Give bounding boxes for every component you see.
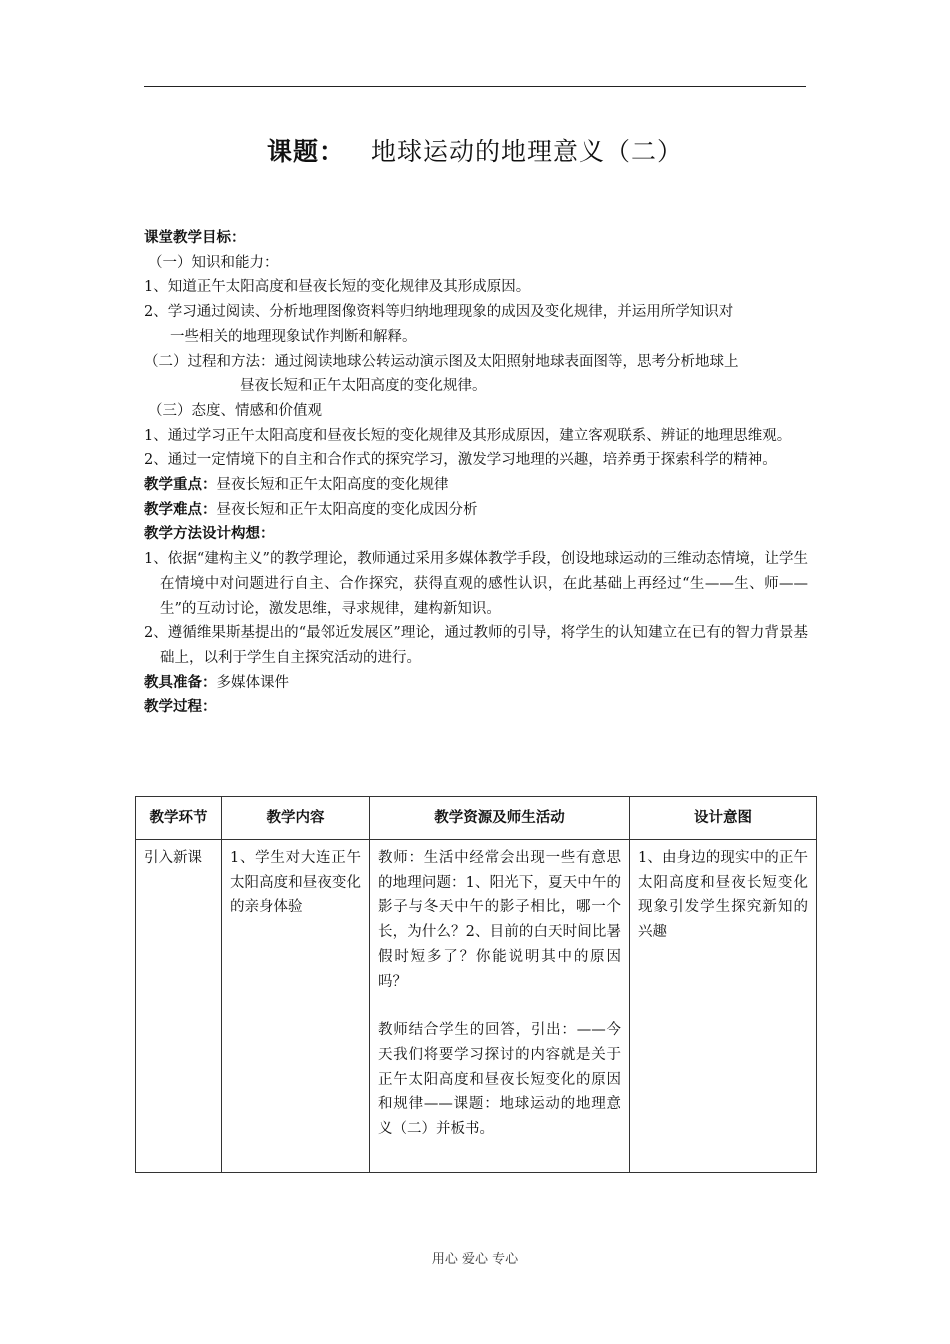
goals-sec1-item1: 1、知道正午太阳高度和昼夜长短的变化规律及其形成原因。 (144, 279, 531, 296)
title-text: 地球运动的地理意义（二） (371, 137, 684, 166)
header-stage: 教学环节 (136, 797, 222, 840)
goals-sec3-item2: 2、通过一定情境下的自主和合作式的探究学习，激发学习地理的兴趣，培养勇于探索科学的精神。 (144, 452, 777, 469)
activity-paragraph-2: 教师结合学生的回答，引出：——今天我们将要学习探讨的内容就是关于正午太阳高度和昼夜长短变化的原因和规律——课题：地球运动的地理意义（二）并板书。 (378, 1022, 621, 1138)
cell-activity (370, 840, 630, 1173)
goals-sec1-item2-line1: 2、学习通过阅读、分析地理图像资料等归纳地理现象的成因及变化规律，并运用所学知识对 (144, 304, 734, 321)
method-heading: 教学方法设计构想： (144, 526, 275, 543)
page-footer: 用心 爱心 专心 (431, 1252, 519, 1267)
cell-stage: 引入新课 (136, 840, 222, 1173)
goals-heading: 课堂教学目标： (144, 230, 246, 246)
goals-sec2-line2: 昼夜长短和正午太阳高度的变化规律。 (240, 378, 487, 395)
activity-spacer (378, 994, 621, 1018)
goals-sec3-title: （三）态度、情感和价值观 (148, 402, 322, 419)
goals-sec2-line1: （二）过程和方法：通过阅读地球公转运动演示图及太阳照射地球表面图等，思考分析地球上 (144, 353, 739, 370)
difficulty-label: 教学难点： (144, 501, 217, 518)
title-label: 课题： (266, 137, 345, 166)
method-item1: 1、依据“建构主义”的教学理论，教师通过采用多媒体教学手段，创设地球运动的三维动态情境，让学生在情境中对问题进行自主、合作探究，获得直观的感性认识，在此基础上再经过“生——生、师——生”的互动讨论，激发思维，寻求规律，建构新知识。 (144, 551, 808, 617)
table-row (136, 840, 817, 1173)
tools-text: 多媒体课件 (216, 674, 289, 691)
goals-sec1-title: （一）知识和能力： (148, 254, 279, 271)
method-item2: 2、遵循维果斯基提出的“最邻近发展区”理论，通过教师的引导，将学生的认知建立在已有的智力背景基础上，以利于学生自主探究活动的进行。 (144, 625, 808, 666)
difficulty-text: 昼夜长短和正午太阳高度的变化成因分析 (216, 501, 478, 518)
key-point-label: 教学重点： (144, 477, 217, 494)
tools (144, 671, 808, 696)
document-body (144, 226, 808, 720)
cell-intent: 1、由身边的现实中的正午太阳高度和昼夜长短变化现象引发学生探究新知的兴趣 (630, 840, 817, 1173)
process-table (135, 796, 817, 1173)
header-intent: 设计意图 (630, 797, 817, 840)
table-header-row (136, 797, 817, 840)
goals-sec3-item1: 1、通过学习正午太阳高度和昼夜长短的变化规律及其形成原因，建立客观联系、辨证的地理思维观。 (144, 427, 792, 444)
difficulty (144, 498, 808, 523)
header-activity: 教学资源及师生活动 (370, 797, 630, 840)
header-content: 教学内容 (222, 797, 370, 840)
key-point-text: 昼夜长短和正午太阳高度的变化规律 (216, 477, 449, 494)
goals-sec1-item2-line2: 一些相关的地理现象试作判断和解释。 (170, 328, 417, 345)
tools-label: 教具准备： (144, 674, 217, 691)
header-rule (144, 86, 806, 87)
cell-content: 1、学生对大连正午太阳高度和昼夜变化的亲身体验 (222, 840, 370, 1173)
activity-paragraph-1: 教师：生活中经常会出现一些有意思的地理问题：1、阳光下，夏天中午的影子与冬天中午的影子相比，哪一个长，为什么？2、目前的白天时间比暑假时短多了？你能说明其中的原因吗？ (378, 850, 621, 990)
key-point (144, 473, 808, 498)
process-heading: 教学过程： (144, 699, 217, 716)
page-title (0, 132, 950, 168)
